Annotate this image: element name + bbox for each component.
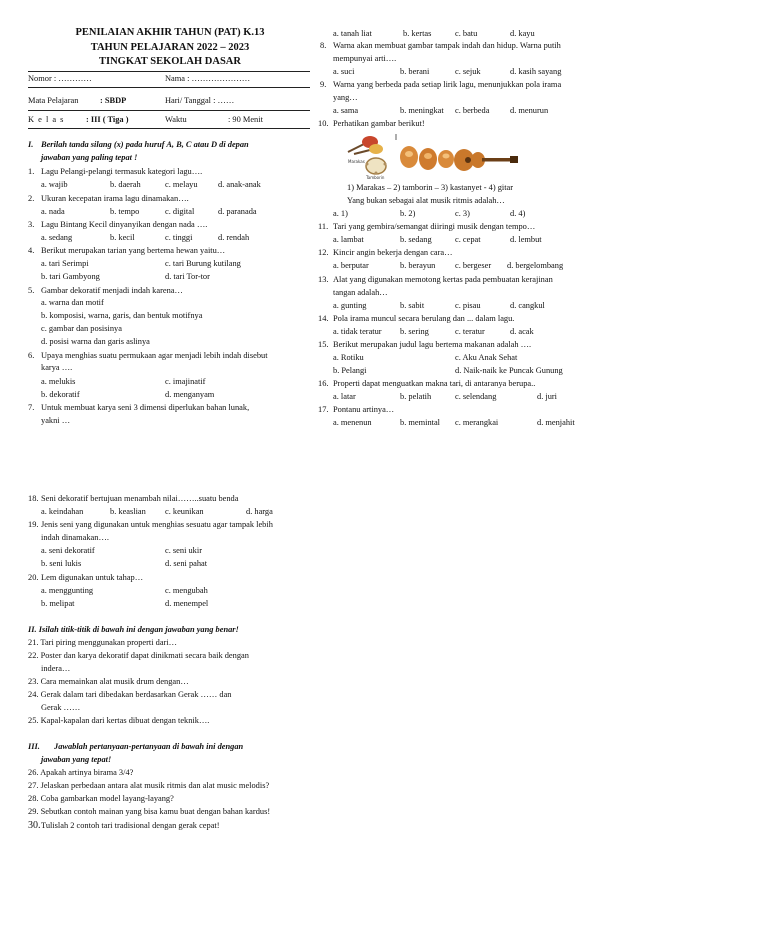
section-1-number: I.	[28, 140, 34, 149]
option-a: a. 1)	[333, 209, 348, 218]
option-d: d. seni pahat	[165, 559, 208, 568]
divider	[28, 71, 310, 72]
maracas-label: Marakas	[348, 159, 365, 164]
question-text: Untuk membuat karya seni 3 dimensi diperlukan bahan lunak,	[41, 403, 250, 412]
option-b: b. keaslian	[110, 507, 146, 516]
question-text: Lagu Bintang Kecil dinyanyikan dengan nada ….	[41, 220, 208, 229]
option-c: c. gambar dan posisinya	[41, 324, 122, 333]
option-c: c. bergeser	[455, 261, 492, 270]
question-number: 14.	[318, 314, 329, 323]
option-a: a. wajib	[41, 180, 68, 189]
question-text: Berikut merupakan tarian yang bertema hewan yaitu…	[41, 246, 226, 255]
option-a: a. seni dekoratif	[41, 546, 95, 555]
kelas-value: : III ( Tiga )	[86, 115, 129, 124]
question-text: Gambar dekoratif menjadi indah karena…	[41, 286, 183, 295]
option-d: d. posisi warna dan garis aslinya	[41, 337, 150, 346]
option-c: c. digital	[165, 207, 195, 216]
option-c: c. tinggi	[165, 233, 193, 242]
question-text: Warna akan membuat gambar tampak indah dan hidup. Warna putih	[333, 41, 561, 50]
question-text: Warna yang berbeda pada setiap lirik lagu, menunjukkan pola irama	[333, 80, 562, 89]
question-text: Alat yang digunakan memotong kertas pada pembuatan kerajinan	[333, 275, 553, 284]
question-text: Perhatikan gambar berikut!	[333, 119, 425, 128]
question-30-number: 30.	[28, 820, 41, 831]
question-26: 26. Apakah artinya birama 3/4?	[28, 768, 134, 777]
option-c: c. Aku Anak Sehat	[455, 353, 518, 362]
question-number: 1.	[28, 167, 35, 176]
option-d: d. menganyam	[165, 390, 215, 399]
mapel-value: : SBDP	[100, 96, 127, 105]
option-a: a. Rotiku	[333, 353, 364, 362]
option-b: b. pelatih	[400, 392, 432, 401]
option-a: a. menggunting	[41, 586, 94, 595]
option-d: d. acak	[510, 327, 534, 336]
question-25: 25. Kapal-kapalan dari kertas dibuat dengan teknik….	[28, 716, 210, 725]
option-d: d. lembut	[510, 235, 542, 244]
option-d: d. kasih sayang	[510, 67, 562, 76]
option-c: c. melayu	[165, 180, 198, 189]
question-number: 9.	[320, 80, 327, 89]
option-c: c. merangkai	[455, 418, 499, 427]
option-d: d. 4)	[510, 209, 526, 218]
option-c: c. seni ukir	[165, 546, 202, 555]
option-c: c. tari Burung kutilang	[165, 259, 241, 268]
section-3-number: III.	[28, 742, 40, 751]
question-text: Seni dekoratif bertujuan menambah nilai……..suatu benda	[41, 494, 239, 503]
section-1-title-2: jawaban yang paling tepat !	[41, 153, 138, 162]
question-number: 15.	[318, 340, 329, 349]
question-23: 23. Cara memainkan alat musik drum dengan…	[28, 677, 189, 686]
option-d: d. harga	[246, 507, 273, 516]
question-number: 10.	[318, 119, 329, 128]
option-d: d. juri	[537, 392, 558, 401]
question-21: 21. Tari piring menggunakan properti dari…	[28, 638, 178, 647]
question-text: Kincir angin bekerja dengan cara…	[333, 248, 453, 257]
section-3-title: Jawablah pertanyaan-pertanyaan di bawah ini dengan	[54, 742, 244, 751]
option-b: b. tempo	[110, 207, 140, 216]
question-text-2: Yang bukan sebagai alat musik ritmis adalah…	[347, 196, 505, 205]
question-number: 17.	[318, 405, 329, 414]
option-a: a. tari Serimpi	[41, 259, 89, 268]
question-text-2: indah dinamakan….	[41, 533, 109, 542]
nama-field: Nama : …………………	[165, 74, 251, 83]
option-c: c. mengubah	[165, 586, 208, 595]
option-c: c. teratur	[455, 327, 485, 336]
question-24-cont: Gerak ……	[41, 703, 81, 712]
question-text: Properti dapat menguatkan makna tari, di antaranya berupa..	[333, 379, 536, 388]
question-24: 24. Gerak dalam tari dibedakan berdasarkan Gerak …… dan	[28, 690, 232, 699]
option-d: d. menjahit	[537, 418, 575, 427]
option-b: b. komposisi, warna, garis, dan bentuk motifnya	[41, 311, 203, 320]
option-a: a. gunting	[333, 301, 367, 310]
question-number: 20.	[28, 573, 39, 582]
question-text: Ukuran kecepatan irama lagu dinamakan….	[41, 194, 189, 203]
option-b: b. berani	[400, 67, 430, 76]
question-text-2: tangan adalah…	[333, 288, 388, 297]
kelas-label: K e l a s	[28, 115, 65, 124]
option-c: c. selendang	[455, 392, 497, 401]
option-d: d. cangkul	[510, 301, 545, 310]
hari-tanggal: Hari/ Tanggal : ……	[165, 96, 235, 105]
question-text-2: yang…	[333, 93, 358, 102]
option-b: b. Pelangi	[333, 366, 367, 375]
option-d: d. bergelombang	[507, 261, 564, 270]
question-22-cont: indera…	[41, 664, 71, 673]
option-b: b. berayun	[400, 261, 436, 270]
option-d: d. anak-anak	[218, 180, 261, 189]
question-number: 11.	[318, 222, 329, 231]
option-d: d. tari Tor-tor	[165, 272, 210, 281]
section-3-title-2: jawaban yang tepat!	[41, 755, 112, 764]
option-c: c. batu	[455, 29, 478, 38]
section-1-title: Berilah tanda silang (x) pada huruf A, B, C atau D di depan	[41, 140, 249, 149]
option-b: b. meningkat	[400, 106, 444, 115]
option-a: a. latar	[333, 392, 356, 401]
option-a: a. tanah liat	[333, 29, 372, 38]
header-line-1: PENILAIAN AKHIR TAHUN (PAT) K.13	[75, 27, 265, 38]
section-2-title: II. Isilah titik-titik di bawah ini dengan jawaban yang benar!	[28, 625, 239, 634]
question-text: Jenis seni yang digunakan untuk menghias sesuatu agar tampak lebih	[41, 520, 273, 529]
question-number: 7.	[28, 403, 35, 412]
option-a: a. suci	[333, 67, 355, 76]
question-number: 6.	[28, 351, 35, 360]
question-text-2: karya ….	[41, 363, 73, 372]
option-b: b. memintal	[400, 418, 441, 427]
option-b: b. seni lukis	[41, 559, 82, 568]
question-29: 29. Sebutkan contoh mainan yang bisa kamu buat dengan bahan kardus!	[28, 807, 271, 816]
option-a: a. nada	[41, 207, 65, 216]
waktu-label: Waktu	[165, 115, 187, 124]
option-c: c. sejuk	[455, 67, 481, 76]
option-a: a. keindahan	[41, 507, 84, 516]
option-a: a. warna dan motif	[41, 298, 104, 307]
question-text: Upaya menghias suatu permukaan agar menjadi lebih indah disebut	[41, 351, 268, 360]
option-a: a. sedang	[41, 233, 73, 242]
option-b: b. sering	[400, 327, 429, 336]
option-c: c. cepat	[455, 235, 481, 244]
option-b: b. kertas	[403, 29, 432, 38]
question-text-2: mempunyai arti….	[333, 54, 397, 63]
instruments-image	[340, 132, 520, 180]
question-number: 12.	[318, 248, 329, 257]
divider	[28, 110, 310, 111]
option-c: c. keunikan	[165, 507, 204, 516]
divider	[28, 128, 310, 129]
option-b: b. sedang	[400, 235, 432, 244]
question-number: 3.	[28, 220, 35, 229]
option-d: d. paranada	[218, 207, 257, 216]
divider	[28, 87, 310, 88]
option-c: c. berbeda	[455, 106, 490, 115]
option-d: d. rendah	[218, 233, 250, 242]
option-b: b. sabit	[400, 301, 425, 310]
question-number: 2.	[28, 194, 35, 203]
maracas-icon	[348, 136, 383, 154]
castanets-icon	[400, 146, 454, 170]
nomor-field: Nomor : …………	[28, 74, 92, 83]
option-b: b. 2)	[400, 209, 416, 218]
option-b: b. kecil	[110, 233, 135, 242]
question-22: 22. Poster dan karya dekoratif dapat dinikmati secara baik dengan	[28, 651, 249, 660]
question-text: Berikut merupakan judul lagu bertema makanan adalah ….	[333, 340, 532, 349]
header-line-3: TINGKAT SEKOLAH DASAR	[99, 56, 241, 67]
option-a: a. tidak teratur	[333, 327, 382, 336]
question-text: Pontanu artinya…	[333, 405, 395, 414]
question-number: 16.	[318, 379, 329, 388]
option-a: a. melukis	[41, 377, 76, 386]
option-a: a. menenun	[333, 418, 372, 427]
option-c: c. 3)	[455, 209, 470, 218]
option-c: c. imajinatif	[165, 377, 206, 386]
option-a: a. berputar	[333, 261, 369, 270]
option-a: a. sama	[333, 106, 359, 115]
option-b: b. daerah	[110, 180, 141, 189]
question-27: 27. Jelaskan perbedaan antara alat musik ritmis dan alat music melodis?	[28, 781, 270, 790]
figure-caption: 1) Marakas – 2) tamborin – 3) kastanyet - 4) gitar	[347, 183, 514, 192]
tambourine-icon	[366, 158, 387, 175]
mapel-label: Mata Pelajaran	[28, 96, 79, 105]
question-28: 28. Coba gambarkan model layang-layang?	[28, 794, 174, 803]
question-text: Lem digunakan untuk tahap…	[41, 573, 144, 582]
question-number: 19.	[28, 520, 39, 529]
option-c: c. pisau	[455, 301, 481, 310]
option-d: d. Naik-naik ke Puncak Gunung	[455, 366, 563, 375]
waktu-value: : 90 Menit	[228, 115, 263, 124]
tambourine-label: Tamborin	[366, 175, 385, 180]
guitar-icon	[454, 149, 518, 171]
header-line-2: TAHUN PELAJARAN 2022 – 2023	[90, 42, 250, 53]
option-b: b. melipat	[41, 599, 75, 608]
option-d: d. menempel	[165, 599, 209, 608]
option-d: d. kayu	[510, 29, 535, 38]
question-text: Pola irama muncul secara berulang dan ... dalam lagu.	[333, 314, 515, 323]
question-number: 8.	[320, 41, 327, 50]
question-text: Lagu Pelangi-pelangi termasuk kategori lagu….	[41, 167, 203, 176]
question-text: Tari yang gembira/semangat diiringi musik dengan tempo…	[333, 222, 536, 231]
question-number: 4.	[28, 246, 35, 255]
option-b: b. tari Gambyong	[41, 272, 100, 281]
question-text-2: yakni …	[41, 416, 71, 425]
option-b: b. dekoratif	[41, 390, 80, 399]
question-number: 18.	[28, 494, 39, 503]
question-number: 13.	[318, 275, 329, 284]
option-a: a. lambat	[333, 235, 364, 244]
question-number: 5.	[28, 286, 35, 295]
option-d: d. menurun	[510, 106, 549, 115]
question-30: Tulislah 2 contoh tari tradisional dengan gerak cepat!	[41, 821, 220, 830]
